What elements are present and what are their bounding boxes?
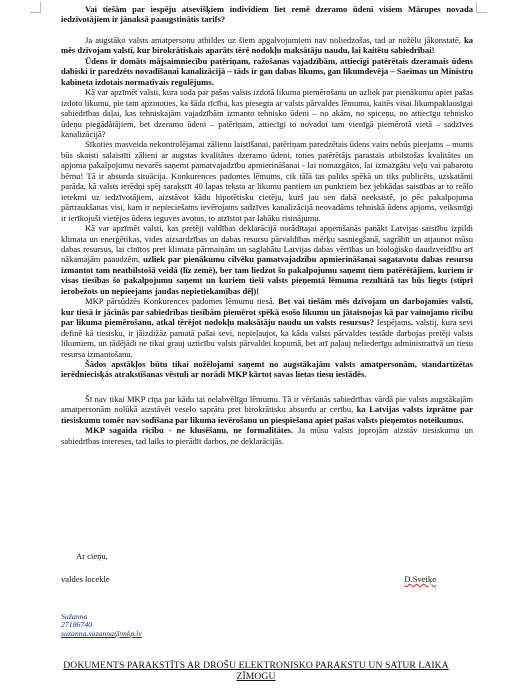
paragraph-7: Šādos apstākļos būtu tikai nožēlojami saņemt no augstākajām valsts amatpersonām, standartizētas ierēdniecisķās atrakstīšanas vēstuli ar norādi MKP kārtot savas lietas tiesu iestādēs. — [61, 358, 473, 380]
paragraph-8 — [61, 394, 473, 425]
paragraph-8-text: Šī nav tikai MKP cīņa par kādu tai nelabvēlīgo lēmumu. Tā ir vēršanās sabiedrības vārdā pie valsts augstākajām amatpersonām nolūkā aizstāvēt veselo saprātu pret birokrātisku absurdu ar cerību, — [61, 393, 473, 415]
letter-body — [61, 4, 473, 446]
paragraph-6-bold: Bet vai tiešām mēs dzīvojam un darbojamies valstī, kur tiesā ir jācīnās par sabiedrības tiesībām piemērot spēkā esošo likumu un jātaisnojas kā par vainojamo rīcību par likuma piemērošanu, atkal tērējot nodokļu maksātāju naudu un valsts resursus? — [61, 296, 474, 328]
footer-line-1: DOKUMENTS PARAKSTĪTS AR DROŠU ELEKTRONISKO PARAKSTU UN SATUR LAIKA — [63, 660, 449, 671]
margin-corner-mark-right — [476, 2, 487, 13]
paragraph-2: Ūdens ir domāts mājsaimniecību patēriņam, ražošanas vajadzībām, attiecīgi patērētais dzeramais ūdens dabiski ir paredzēts novadīšanai kanalizācijā – tāds ir gan dabas likums, gan likumdevēja – Saeimas un Ministru kabineta izdotais normatīvais regulējums. — [61, 55, 473, 87]
contact-name: Sužanna — [61, 612, 88, 621]
paragraph-8-bold: ka Latvijas valsts izprātne par tiesiskumu tomēr nav sodīšana par likuma ievērošanu un piespiešana apiet pašas valsts pieņemtos noteikumus. — [61, 404, 473, 425]
paragraph-1-text: Ja augstāko valsts amatpersonu atbildes uz šiem apgalvojumiem nav noliedzošas, tad ar nožēlu jākonstatē, — [85, 34, 464, 45]
margin-corner-mark-left — [30, 2, 41, 13]
paragraph-5-bold: uzliek par pienākumu cilvēku pamatvajadzību apmierināšanai sagatavotu dabas resursu izmantot tam neatbilstošā veidā (līz zemē), ber tam liedzot šo pakalpojumu saņemt tiem patērētājiem, kuriem ir visas tiesības šo pakalpojumu saņemt un kuriem tieši valsts pieņemtā lēmuma rezultātā tas būs liegts (stipri ierobežots un nepieejams jaudas nepietiekamības dēļ)! — [61, 254, 473, 296]
paragraph-6-text: MKP pārsūdzēs Konkurences padomes lēmumu tiesā. — [85, 296, 279, 307]
signer-name: D.Sveiķe — [404, 574, 436, 584]
paragraph-4: Sīkoties masveida nekontrolējamai zālienu laistīšanai, patēriņam paredzētais ūdens vairs nebūs pieejams – mums būs skaisti salaistīti zālieni ar augstas kvalitātes dzeramo ūdeni, toties patērētājs parastais atbilstošas kvalitātes un apjoma pakalpojumu nevarēs saņemt pamatvajadzību apmierināšanai - lai nomazgātos, lai izmazgātu veļu vai pabarotu bērnu! Tā ir absurda situācija. Konkurences padomes lēmums, cik tālā tas paliks spēkā un tiks publicēts, uzskatāmi parāda, kā valsts ierēdņi spēj sarakstīt 40 lapas teksta ar likumu pantiem un punktiem bez jebkādas saistības ar to reālo ietekmi uz iedzīvotājiem, aizstāvot kādu hipotētisku cietēju, kurš jau sen dabā neeksistē, jo pēc pakalpojuma pārtraukšanas visi, kam ir nepieciešams ievērojams sadzīves kanalizācijā neovadāms tehniskā ūdens apjoms, veiksmīgi ir ierīkojuši vietējos ūdens ieguves avotus, to atzīstot par labāku risinājumu. — [61, 139, 473, 223]
paragraph-9-bold: MKP sagaida rīcību - ne klusēšanu, ne formalitātes. — [85, 425, 294, 436]
paragraph-5-text: Kā var apzīmēt valsti, kas pretēji valdības deklarācijā norādītajai apņemšanās panākt Latvijas saistību izpildi klimata un enerģētikas, vides aizsardzības un dabas resursu pārvaldības mērķu sasniegšanā, sagrābīt un atjaunot mūsu dabas resursus, lai cīnītos pret klimata pārmaiņām un saglabātu Latvijas dabas vērtības un bioloģisko daudzveidību arī nākamajām paaudzēm, — [61, 223, 473, 265]
paragraph-1-bold: ka mēs dzīvojam valstī, kur birokrātiskais aparāts tērē nodokļu maksātāju naudu, lai kaitētu sabiedrībai! — [61, 34, 473, 56]
paragraph-9 — [61, 425, 473, 446]
footer-line-2: ZĪMOGU — [236, 671, 276, 682]
greeting: Ar cieņu, — [76, 551, 108, 561]
paragraph-6 — [61, 296, 473, 359]
signer-role: valdes locekle — [61, 574, 110, 584]
paragraph-3: Kā var apzīmēt valsti, kura soda par pašas valsts izdotā likuma piemērošanu un uzliek par pienākumu apiet pašas izdoto likumu, pie tam apzinoties, ka šāda rīcība, kas piesegta ar valsts pārvaldes lēmumu, kaitēs visai likumpaklausīgai sabiedrības daļai, kas tehniskajām vajadzībām izmanto tehnisko ūdeni – no akām, no spiceņu, no attiecīgu tehnisko ūdeņu piegādātājiem, bet dzeramo ūdeni – patēriņam, attiecīgi to novadot tam vienīgā piemērotā vietā – sadzīves kanalizācijā? — [61, 87, 473, 139]
question-paragraph: Vai tiešām par iespēju atsevišķiem indivīdiem liet remē dzeramo ūdeni visiem Mārupes novada iedzīvotājiem ir jānaksā paaugstinātis tarifs? — [61, 4, 473, 25]
paragraph-1 — [61, 35, 473, 56]
signature-row — [61, 574, 473, 584]
signature-notice-footer — [36, 660, 476, 682]
contact-block — [61, 613, 142, 638]
paragraph-9-text: Ja mūsu valsts joprojām aizstāv tiesiskumu un sabiedrības intereses, tad laiks to pierādīt darbos, ne deklarācijās. — [61, 425, 473, 446]
paragraph-5 — [61, 223, 473, 296]
contact-phone: 27186740 — [61, 620, 93, 630]
contact-email-link[interactable]: suzanna.suzanna@mkp.lv — [61, 628, 142, 638]
paragraph-6-tail: Iespējams, valstij, kura sevi definē kā tiesisku, ir jāizdižāz pamatā pašai sevi, nepieļaujot, ka kāda valsts pārvaldes iestāde darbojas pretēji valsts likumiem, un tādējādi ne tikai grauj uzticību valsts pārvaldei kopumā, bet arī paļauj neliederīgu administratīvā un tiesu resursa izmantošanu. — [61, 317, 473, 359]
